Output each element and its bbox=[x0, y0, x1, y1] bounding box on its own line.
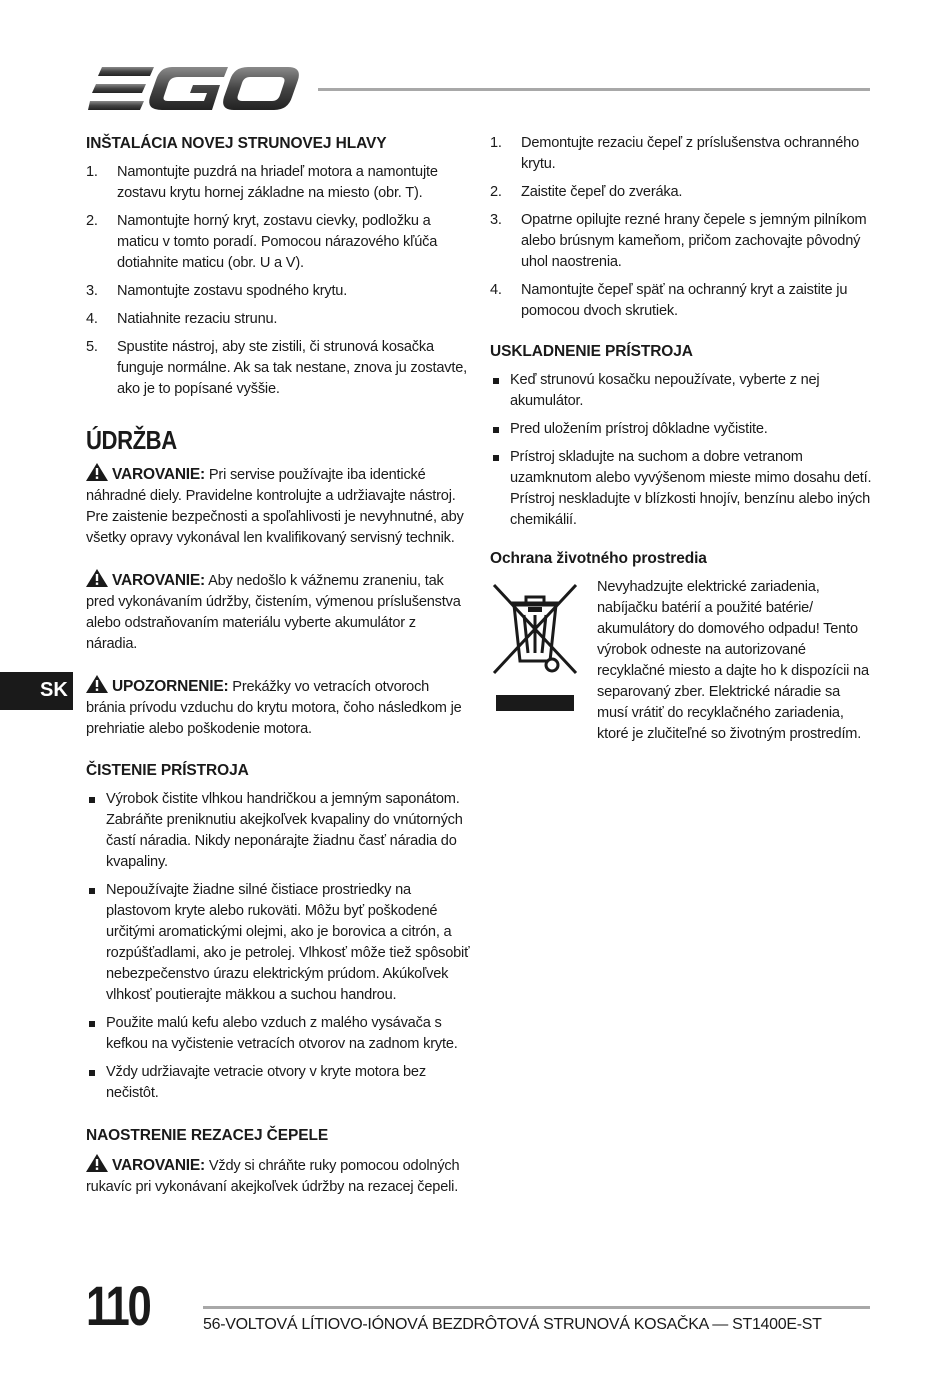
bullet-square-icon bbox=[89, 888, 95, 894]
footer-title: 56-VOLTOVÁ LÍTIOVO-IÓNOVÁ BEZDRÔTOVÁ STRUNOVÁ KOSAČKA — ST1400E-ST bbox=[203, 1316, 822, 1333]
storage-list bbox=[490, 370, 874, 531]
cleaning-title: ČISTENIE PRÍSTROJA bbox=[86, 762, 249, 779]
list-item bbox=[86, 211, 470, 274]
environment-text: Nevyhadzujte elektrické zariadenia, nabíjačku batérií a použité batérie/ akumulátory do domového odpadu! Tento výrobok odneste na autorizované recyklačné miesto a dajte ho k dispozícii na separovaný zber. Elektrické náradie sa musí vrátiť do recyklačného zariadenia, ktoré je zlučiteľné so životným prostredím. bbox=[597, 579, 869, 742]
warning-text: Aby nedošlo k vážnemu zraneniu, tak pred vykonávaním údržby, čistením, výmenou príslušenstva alebo odstraňovaním materiálu vyberte akumulátor z náradia. bbox=[86, 573, 461, 652]
warning-triangle-icon bbox=[86, 569, 108, 587]
step-text: Natiahnite rezaciu strunu. bbox=[117, 311, 278, 327]
step-number: 3. bbox=[490, 212, 502, 228]
caution-block bbox=[86, 675, 470, 740]
step-number: 2. bbox=[490, 184, 502, 200]
list-item bbox=[490, 447, 874, 531]
install-title: INŠTALÁCIA NOVEJ STRUNOVEJ HLAVY bbox=[86, 135, 387, 152]
warning-label: VAROVANIE: bbox=[112, 1157, 206, 1174]
header-rule bbox=[318, 88, 870, 91]
cleaning-list bbox=[86, 789, 470, 1104]
step-number: 4. bbox=[86, 311, 98, 327]
warning-triangle-icon bbox=[86, 463, 108, 481]
step-text: Namontujte čepeľ späť na ochranný kryt a zaistite ju pomocou dvoch skrutiek. bbox=[521, 282, 848, 319]
list-item bbox=[86, 1062, 470, 1104]
list-item bbox=[86, 162, 470, 204]
list-item bbox=[86, 281, 470, 302]
bullet-square-icon bbox=[493, 378, 499, 384]
warning-block bbox=[86, 463, 470, 549]
step-number: 5. bbox=[86, 339, 98, 355]
bullet-square-icon bbox=[89, 1021, 95, 1027]
language-tab bbox=[0, 672, 73, 710]
bullet-square-icon bbox=[89, 1070, 95, 1076]
warning-label: VAROVANIE: bbox=[112, 466, 206, 483]
warning-label: VAROVANIE: bbox=[112, 572, 206, 589]
warning-block bbox=[86, 1154, 470, 1198]
bullet-text: Výrobok čistite vlhkou handričkou a jemným saponátom. Zabráňte preniknutiu akejkoľvek kvapaliny do vnútorných častí náradia. Nikdy neponárajte žiadnu časť náradia do kvapaliny. bbox=[106, 791, 463, 870]
left-column bbox=[86, 133, 470, 1218]
sharpen-title: NAOSTRENIE REZACEJ ČEPELE bbox=[86, 1127, 329, 1144]
step-text: Demontujte rezaciu čepeľ z príslušenstva ochranného krytu. bbox=[521, 135, 860, 172]
footer-rule bbox=[203, 1306, 870, 1309]
environment-title: Ochrana životného prostredia bbox=[490, 550, 707, 567]
list-item bbox=[490, 280, 874, 322]
step-text: Opatrne opilujte rezné hrany čepele s jemným pilníkom alebo brúsnym kameňom, pričom zachovajte pôvodný uhol naostrenia. bbox=[521, 212, 867, 270]
bullet-square-icon bbox=[493, 427, 499, 433]
warning-triangle-icon bbox=[86, 1154, 108, 1172]
storage-title: USKLADNENIE PRÍSTROJA bbox=[490, 343, 693, 360]
bullet-text: Použite malú kefu alebo vzduch z malého vysávača s kefkou na vyčistenie vetracích otvorov na zadnom kryte. bbox=[106, 1015, 458, 1052]
step-number: 1. bbox=[490, 135, 502, 151]
step-number: 3. bbox=[86, 283, 98, 299]
step-number: 1. bbox=[86, 164, 98, 180]
bullet-text: Nepoužívajte žiadne silné čistiace prostriedky na plastovom kryte alebo rukoväti. Môžu byť poškodené určitými aromatickými olejmi, ako je borovica a citrón, a rozpúšťadlami, ako je petrolej. Vlhkosť môže tiež spôsobiť nebezpečenstvo úrazu elektrickým prúdom. Akúkoľvek vlhkosť poutierajte mäkkou a suchou handrou. bbox=[106, 882, 470, 1003]
maintenance-title: ÚDRŽBA bbox=[86, 425, 177, 455]
list-item bbox=[490, 133, 874, 175]
install-steps bbox=[86, 162, 470, 400]
list-item bbox=[490, 370, 874, 412]
list-item bbox=[490, 210, 874, 273]
crossed-out-wheelie-bin-icon bbox=[490, 581, 580, 711]
caution-text: Prekážky vo vetracích otvoroch bránia prívodu vzduchu do krytu motora, čoho následkom je prehriatie alebo poškodenie motora. bbox=[86, 679, 462, 737]
warning-text: Pri servise používajte iba identické náhradné diely. Pravidelne kontrolujte a udržiavajte nástroj. Pre zaistenie bezpečnosti a spoľahlivosti je nevyhnutné, aby všetky opravy vykonával len kvalifikovaný servisný technik. bbox=[86, 467, 464, 546]
ego-logo bbox=[88, 64, 300, 114]
bullet-text: Keď strunovú kosačku nepoužívate, vyberte z nej akumulátor. bbox=[510, 372, 820, 409]
step-text: Spustite nástroj, aby ste zistili, či strunová kosačka funguje normálne. Ak sa tak nestane, znova ju zostavte, ako je to popísané vyššie. bbox=[117, 339, 468, 397]
bullet-square-icon bbox=[493, 455, 499, 461]
list-item bbox=[86, 880, 470, 1006]
bullet-text: Vždy udržiavajte vetracie otvory v kryte motora bez nečistôt. bbox=[106, 1064, 426, 1101]
list-item bbox=[86, 1013, 470, 1055]
bullet-text: Pred uložením prístroj dôkladne vyčistite. bbox=[510, 421, 768, 437]
step-number: 4. bbox=[490, 282, 502, 298]
bullet-square-icon bbox=[89, 797, 95, 803]
step-text: Namontujte horný kryt, zostavu cievky, podložku a maticu v tomto poradí. Pomocou nárazového kľúča dotiahnite maticu (obr. U a V). bbox=[117, 213, 438, 271]
bullet-text: Prístroj skladujte na suchom a dobre vetranom uzamknutom alebo vyvýšenom mieste mimo dosahu detí. Prístroj neskladujte v blízkosti hnojív, benzínu alebo iných chemikálií. bbox=[510, 449, 872, 528]
right-column bbox=[490, 133, 874, 745]
list-item bbox=[86, 789, 470, 873]
list-item bbox=[86, 337, 470, 400]
warning-triangle-icon bbox=[86, 675, 108, 693]
warning-block bbox=[86, 569, 470, 655]
step-number: 2. bbox=[86, 213, 98, 229]
language-tab-label: SK bbox=[40, 679, 68, 701]
list-item bbox=[86, 309, 470, 330]
caution-label: UPOZORNENIE: bbox=[112, 678, 229, 695]
step-text: Namontujte zostavu spodného krytu. bbox=[117, 283, 348, 299]
list-item bbox=[490, 419, 874, 440]
sharpen-steps bbox=[490, 133, 874, 322]
page-number: 110 bbox=[86, 1274, 150, 1337]
step-text: Zaistite čepeľ do zveráka. bbox=[521, 184, 683, 200]
list-item bbox=[490, 182, 874, 203]
warning-text: Vždy si chráňte ruky pomocou odolných rukavíc pri vykonávaní akejkoľvek údržby na rezacej čepeli. bbox=[86, 1158, 460, 1195]
environment-block bbox=[490, 577, 874, 745]
step-text: Namontujte puzdrá na hriadeľ motora a namontujte zostavu krytu hornej základne na miesto (obr. T). bbox=[117, 164, 438, 201]
